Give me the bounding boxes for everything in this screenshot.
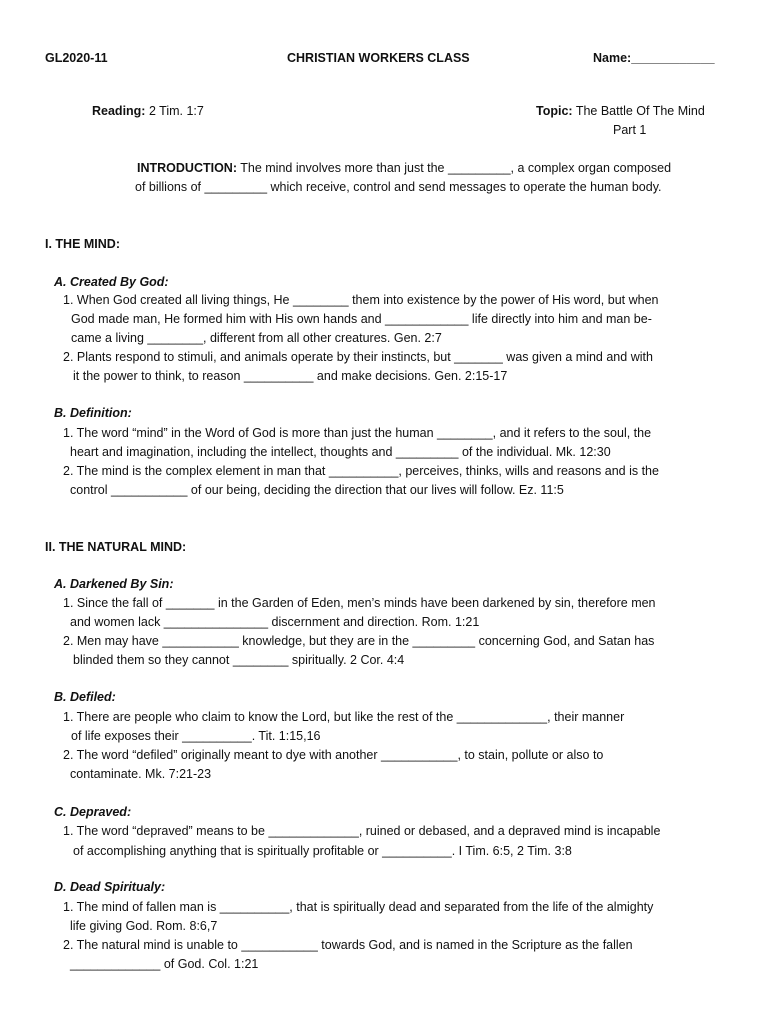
text-line: God made man, He formed him with His own hands and ____________ life directly into him and man be- — [71, 312, 652, 326]
text-line: of accomplishing anything that is spiritually profitable or __________. I Tim. 6:5, 2 Tim. 3:8 — [73, 844, 572, 858]
text-line: life giving God. Rom. 8:6,7 — [70, 919, 218, 933]
subheading-defiled: B. Defiled: — [54, 690, 116, 704]
section-heading-natural-mind: II. THE NATURAL MIND: — [45, 540, 187, 554]
text-line: 2. The mind is the complex element in man that __________, perceives, thinks, wills and reasons and is the — [63, 464, 659, 478]
topic-label: Topic: — [536, 104, 573, 118]
text-line: 2. The natural mind is unable to ___________ towards God, and is named in the Scripture as the fallen — [63, 938, 633, 952]
text-line: it the power to think, to reason __________ and make decisions. Gen. 2:15-17 — [73, 369, 508, 383]
subheading-darkened-by-sin: A. Darkened By Sin: — [54, 577, 174, 591]
text-line: 2. Men may have ___________ knowledge, but they are in the _________ concerning God, and Satan has — [63, 634, 655, 648]
topic — [536, 104, 705, 118]
reading-value: 2 Tim. 1:7 — [145, 104, 204, 118]
reading-label: Reading: — [92, 104, 146, 118]
reading — [92, 104, 204, 118]
text-line: came a living ________, different from all other creatures. Gen. 2:7 — [71, 331, 442, 345]
subheading-definition: B. Definition: — [54, 406, 132, 420]
subheading-created-by-god: A. Created By God: — [54, 275, 169, 289]
text-line: 1. Since the fall of _______ in the Garden of Eden, men’s minds have been darkened by sin, therefore men — [63, 596, 656, 610]
text-line: 1. The mind of fallen man is __________, that is spiritually dead and separated from the life of the almighty — [63, 900, 654, 914]
intro-text: The mind involves more than just the _________, a complex organ composed — [237, 161, 672, 175]
topic-value: The Battle Of The Mind — [572, 104, 705, 118]
text-line: of life exposes their __________. Tit. 1:15,16 — [71, 729, 321, 743]
intro-line-1 — [137, 161, 671, 175]
class-title: CHRISTIAN WORKERS CLASS — [287, 51, 470, 65]
section-heading-the-mind: I. THE MIND: — [45, 237, 120, 251]
text-line: and women lack _______________ discernment and direction. Rom. 1:21 — [70, 615, 480, 629]
text-line: contaminate. Mk. 7:21-23 — [70, 767, 212, 781]
intro-line-2: of billions of _________ which receive, control and send messages to operate the human body. — [135, 180, 662, 194]
text-line: 1. The word “mind” in the Word of God is more than just the human ________, and it refers to the soul, the — [63, 426, 652, 440]
subheading-dead-spiritualy: D. Dead Spiritualy: — [54, 880, 166, 894]
text-line: heart and imagination, including the intellect, thoughts and _________ of the individual. Mk. 12:30 — [70, 445, 611, 459]
text-line: 1. The word “depraved” means to be _____________, ruined or debased, and a depraved mind is incapable — [63, 824, 661, 838]
topic-part: Part 1 — [613, 123, 647, 137]
text-line: 1. When God created all living things, He ________ them into existence by the power of His word, but when — [63, 293, 659, 307]
text-line: control ___________ of our being, deciding the direction that our lives will follow. Ez. 11:5 — [70, 483, 564, 497]
text-line: blinded them so they cannot ________ spiritually. 2 Cor. 4:4 — [73, 653, 405, 667]
subheading-depraved: C. Depraved: — [54, 805, 132, 819]
name-field: Name:____________ — [593, 51, 715, 65]
document-code: GL2020-11 — [45, 51, 108, 65]
text-line: _____________ of God. Col. 1:21 — [70, 957, 259, 971]
intro-label: INTRODUCTION: — [137, 161, 237, 175]
text-line: 2. Plants respond to stimuli, and animals operate by their instincts, but _______ was given a mind and with — [63, 350, 653, 364]
text-line: 2. The word “defiled” originally meant to dye with another ___________, to stain, pollute or also to — [63, 748, 604, 762]
text-line: 1. There are people who claim to know the Lord, but like the rest of the _____________, their manner — [63, 710, 625, 724]
